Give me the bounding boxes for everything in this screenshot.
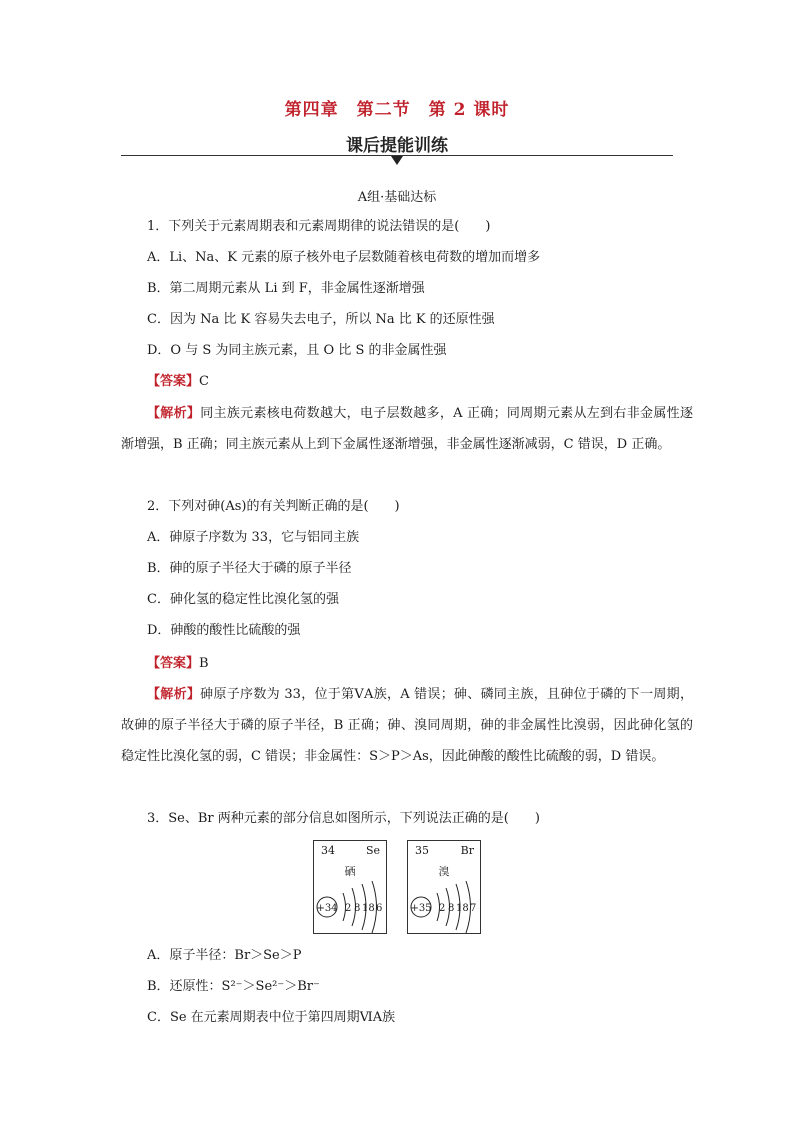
question-1-option-d: D．O 与 S 为同主族元素，且 O 比 S 的非金属性强	[147, 343, 447, 358]
page-subtitle: 课后提能训练	[346, 136, 448, 156]
question-3-option-c: C．Se 在元素周期表中位于第四周期ⅥA族	[147, 1010, 396, 1025]
question-1-option-b: B．第二周期元素从 Li 到 F，非金属性逐渐增强	[147, 281, 425, 296]
element-name: 硒	[344, 865, 356, 878]
page-title: 第四章 第二节 第 2 课时	[284, 100, 510, 120]
question-2-stem: 2．下列对砷(As)的有关判断正确的是( )	[147, 499, 400, 514]
answer-value: B	[199, 656, 209, 671]
selenium-card	[313, 840, 387, 934]
bromine-card	[407, 840, 481, 934]
atom-structure-diagram	[314, 841, 386, 933]
question-3-option-b: B．还原性：S²⁻＞Se²⁻＞Br⁻	[147, 979, 320, 994]
question-1-option-c: C．因为 Na 比 K 容易失去电子，所以 Na 比 K 的还原性强	[147, 312, 495, 327]
analysis-text: 砷原子序数为 33，位于第ⅤA族，A 错误；砷、磷同主族，且砷位于磷的下一周期，故砷的原子半径大于磷的原子半径，B 正确；砷、溴同周期，砷的非金属性比溴弱，因此砷化氢的稳定性比溴化氢的弱，C 错误；非金属性：S＞P＞As，因此砷酸的酸性比硫酸的弱，D 错误。	[121, 687, 693, 764]
element-name: 溴	[438, 865, 450, 878]
question-2-option-c: C．砷化氢的稳定性比溴化氢的强	[147, 592, 339, 607]
question-1-analysis	[121, 398, 693, 460]
question-3-stem: 3．Se、Br 两种元素的部分信息如图所示，下列说法正确的是( )	[147, 811, 540, 826]
answer-value: C	[199, 374, 209, 389]
analysis-text: 同主族元素核电荷数越大，电子层数越多，A 正确；同周期元素从左到右非金属性逐渐增强，B 正确；同主族元素从上到下金属性逐渐增强，非金属性逐渐减弱，C 错误，D 正确。	[121, 406, 693, 452]
nucleus-charge: +34	[316, 903, 338, 914]
nucleus-charge: +35	[410, 903, 432, 914]
answer-label: 【答案】	[147, 374, 200, 389]
shell-electrons-4: 6	[376, 903, 383, 914]
answer-label: 【答案】	[147, 656, 200, 671]
question-2-option-b: B．砷的原子半径大于磷的原子半径	[147, 561, 352, 576]
shell-electrons-2: 8	[354, 903, 361, 914]
question-3-option-a: A．原子半径：Br＞Se＞P	[147, 948, 302, 963]
question-2-answer	[147, 654, 209, 674]
triangle-marker-icon	[391, 156, 403, 165]
atom-structure-diagram	[408, 841, 480, 933]
shell-electrons-4: 7	[470, 903, 477, 914]
analysis-label: 【解析】	[147, 687, 201, 702]
atomic-number: 34	[321, 844, 335, 857]
question-2-option-a: A．砷原子序数为 33，它与铝同主族	[147, 530, 360, 545]
shell-electrons-2: 8	[448, 903, 455, 914]
element-symbol: Se	[365, 844, 380, 857]
question-1-answer	[147, 372, 209, 392]
question-2-analysis	[121, 679, 693, 772]
shell-electrons-3: 18	[456, 903, 469, 914]
shell-electrons-1: 2	[345, 903, 352, 914]
question-1-option-a: A．Li、Na、K 元素的原子核外电子层数随着核电荷数的增加而增多	[147, 250, 541, 265]
analysis-label: 【解析】	[147, 406, 201, 421]
element-symbol: Br	[460, 844, 474, 857]
question-1-stem: 1．下列关于元素周期表和元素周期律的说法错误的是( )	[147, 219, 491, 234]
group-heading: A组·基础达标	[357, 190, 437, 205]
shell-electrons-3: 18	[362, 903, 375, 914]
atomic-number: 35	[415, 844, 429, 857]
question-2-option-d: D．砷酸的酸性比硫酸的强	[147, 623, 301, 638]
shell-electrons-1: 2	[439, 903, 446, 914]
